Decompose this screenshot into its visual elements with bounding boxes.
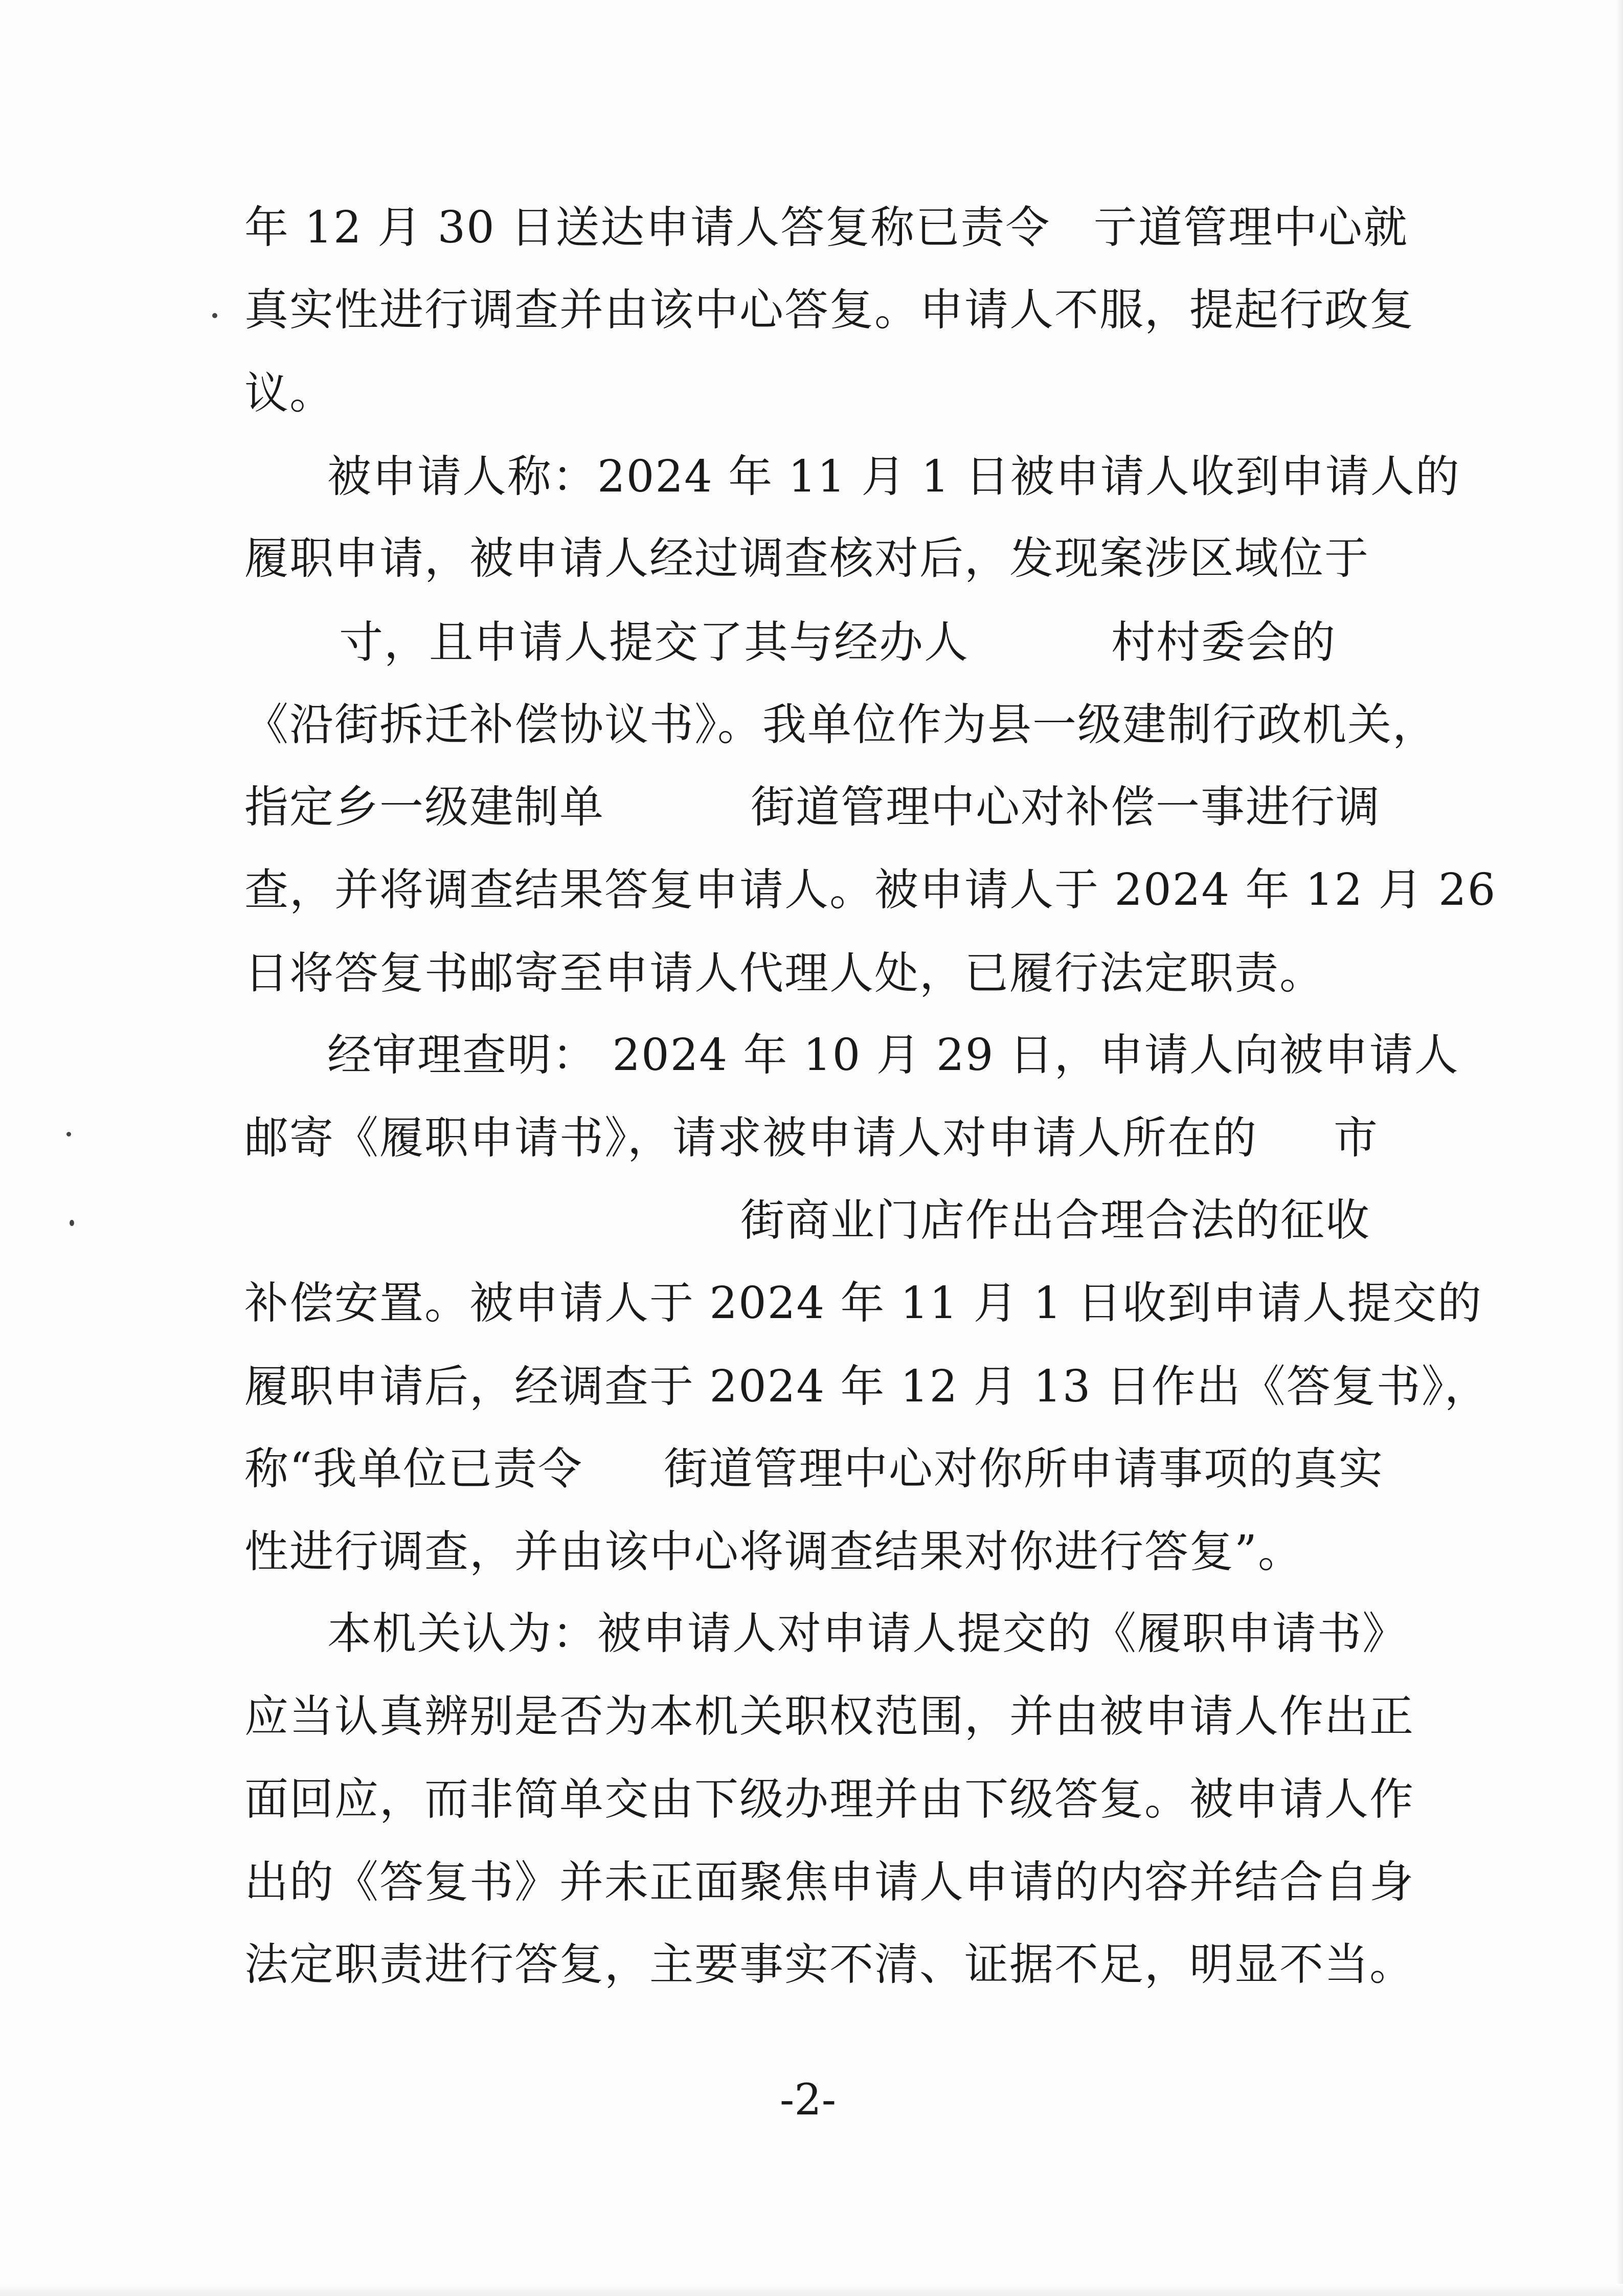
- scan-edge: [0, 2284, 1623, 2296]
- text-line: [244, 1852, 1414, 1913]
- text-segment: 性进行调查，并由该中心将调查结果对你进行答复”。: [244, 1526, 1303, 1577]
- text-line: [244, 1356, 1490, 1417]
- text-segment: 法定职责进行答复，主要事实不清、证据不足，明显不当。: [244, 1939, 1414, 1990]
- text-line: [244, 1769, 1414, 1830]
- text-line: [244, 694, 1437, 755]
- text-segment: 街商业门店作出合理合法的征收: [740, 1195, 1370, 1246]
- text-line: [244, 1190, 1380, 1251]
- text-line: [244, 776, 1380, 838]
- text-segment: 议。: [244, 368, 334, 419]
- text-line: [244, 1521, 1380, 1582]
- text-segment: 被申请人称：2024 年 11 月 1 日被申请人收到申请人的: [327, 451, 1460, 502]
- text-line: [244, 1438, 1384, 1500]
- text-segment: 称“我单位已责令: [244, 1443, 583, 1495]
- text-line: [244, 612, 1380, 673]
- text-segment: 查，并将调查结果答复申请人。被申请人于 2024 年 12 月 26: [244, 864, 1497, 916]
- text-line: [244, 528, 1380, 589]
- text-line: [244, 1273, 1483, 1334]
- scan-speck: [66, 1132, 71, 1136]
- text-segment: 《沿街拆迁补偿协议书》。我单位作为县一级建制行政机关，: [244, 699, 1437, 750]
- scan-speck: [70, 1220, 74, 1226]
- text-segment: 亍道管理中心就: [1093, 202, 1408, 253]
- text-line: [244, 859, 1497, 921]
- text-segment: 履职申请后，经调查于 2024 年 12 月 13 日作出《答复书》，: [244, 1361, 1490, 1412]
- text-segment: 应当认真辨别是否为本机关职权范围，并由被申请人作出正: [244, 1691, 1414, 1742]
- text-line: [327, 1603, 1462, 1664]
- text-segment: 面回应，而非简单交由下级办理并由下级答复。被申请人作: [244, 1774, 1414, 1825]
- text-segment: 邮寄《履职申请书》，请求被申请人对申请人所在的: [244, 1112, 1257, 1164]
- text-line: [244, 1686, 1414, 1747]
- text-segment: 街道管理中心对你所申请事项的真实: [664, 1443, 1384, 1495]
- text-segment: 本机关认为：被申请人对申请人提交的《履职申请书》: [327, 1608, 1407, 1659]
- text-segment: 指定乡一级建制单: [244, 782, 604, 833]
- text-segment: 补偿安置。被申请人于 2024 年 11 月 1 日收到申请人提交的: [244, 1278, 1483, 1329]
- text-line: [327, 1024, 1462, 1086]
- text-line: [244, 197, 1408, 258]
- text-segment: 出的《答复书》并未正面聚焦申请人申请的内容并结合自身: [244, 1857, 1414, 1908]
- scan-edge: [1616, 0, 1623, 2296]
- text-segment: 寸，且申请人提交了其与经办人: [339, 617, 969, 668]
- text-segment: 年 12 月 30 日送达申请人答复称已责令: [244, 202, 1051, 253]
- page-number: -2-: [779, 2075, 837, 2125]
- text-segment: 村村委会的: [1111, 617, 1336, 668]
- text-segment: 真实性进行调查并由该中心答复。申请人不服，提起行政复: [244, 284, 1414, 336]
- text-segment: 履职申请，被申请人经过调查核对后，发现案涉区域位于: [244, 533, 1369, 584]
- text-segment: 街道管理中心对补偿一事进行调: [751, 782, 1381, 833]
- text-line: [244, 279, 1414, 341]
- text-line: [244, 1934, 1414, 1995]
- text-segment: 市: [1334, 1112, 1379, 1164]
- text-line: [327, 446, 1462, 507]
- text-segment: 日将答复书邮寄至申请人代理人处，已履行法定职责。: [244, 948, 1324, 999]
- scan-speck: [212, 313, 217, 318]
- text-line: [244, 363, 1380, 424]
- text-line: [244, 943, 1380, 1004]
- text-line: [244, 1107, 1380, 1169]
- text-segment: 经审理查明： 2024 年 10 月 29 日，申请人向被申请人: [327, 1030, 1459, 1081]
